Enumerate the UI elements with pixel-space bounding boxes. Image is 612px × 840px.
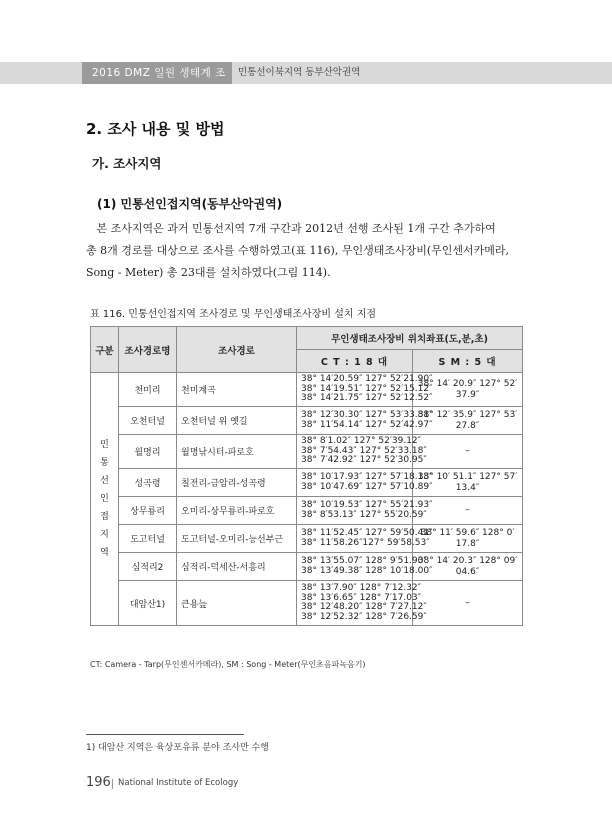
table-row (91, 435, 523, 469)
ct-coordinate: 38° 13′49.38″ 128° 10′18.00″ (301, 565, 433, 576)
table-row (91, 407, 523, 435)
sm-coordinate-cell: – (413, 435, 523, 469)
footnote-divider (86, 734, 244, 735)
site-name-cell: 성곡령 (119, 469, 177, 497)
sm-coordinate-cell: 38° 12′ 35.9″ 127° 53′ 27.8″ (413, 407, 523, 435)
site-name-cell: 도고터널 (119, 525, 177, 553)
ct-coordinate: 38° 10′17.93″ 127° 57′18.13″ (301, 472, 433, 482)
ct-coordinate: 38° 11′58.26″127° 59′58.53″ (301, 537, 430, 548)
header-coordinates: 무인생태조사장비 위치좌표(도,분,초) (297, 327, 523, 350)
body-paragraph (86, 218, 526, 284)
region-cell (91, 373, 119, 626)
region-char: 접 (100, 512, 109, 522)
ct-coordinate: 38° 14′20.59″ 127° 52′21.90″ (301, 374, 433, 385)
sm-coordinate-cell: – (413, 581, 523, 626)
site-name-cell: 오천터널 (119, 407, 177, 435)
paragraph-line: Song - Meter) 총 23대를 설치하였다(그림 114). (86, 266, 331, 279)
sub-subsection-heading: (1) 민통선인접지역(동부산악권역) (97, 197, 283, 211)
ct-coordinate: 38° 7′54.43″ 127° 52′33.18″ (301, 445, 427, 456)
site-name-cell: 월명리 (119, 435, 177, 469)
table-row (91, 373, 523, 407)
ct-coordinates-cell (297, 525, 433, 553)
page-number: 196 (86, 775, 111, 790)
ct-coordinates-cell (297, 497, 433, 525)
paragraph-line: 총 8개 경로를 대상으로 조사를 수행하였고(표 116), 무인생태조사장비(무인센서카메라, (86, 244, 509, 257)
sm-coordinate-cell: 38° 11′ 59.6″ 128° 0′ 17.8″ (413, 525, 523, 553)
ct-coordinate: 38° 8′1.02″ 127° 52′39.12″ (301, 436, 422, 447)
sm-coordinate-cell: 38° 10′ 51.1″ 127° 57′ 13.4″ (413, 469, 523, 497)
ct-coordinate: 38° 10′19.53″ 127° 55′21.93″ (301, 500, 433, 510)
header-report-title: 2016 DMZ 일원 생태계 조사 (82, 62, 232, 84)
subsection-heading: 가. 조사지역 (92, 156, 162, 171)
ct-coordinate: 38° 13′7.90″ 128° 7′12.32″ (301, 583, 422, 593)
survey-route-table (90, 326, 523, 626)
site-name-cell: 상무룡리 (119, 497, 177, 525)
ct-coordinates-cell (297, 407, 433, 435)
ct-coordinate: 38° 14′21.75″ 127° 52′12.52″ (301, 393, 433, 404)
region-char: 인 (100, 494, 109, 504)
ct-coordinate: 38° 12′52.32″ 128° 7′26.59″ (301, 611, 427, 622)
ct-coordinate: 38° 10′47.69″ 127° 57′10.89″ (301, 481, 433, 492)
sm-coordinate-cell: 38° 14′ 20.9″ 127° 52′ 37.9″ (413, 373, 523, 407)
ct-coordinates-cell (297, 373, 433, 407)
region-char: 민 (100, 440, 109, 450)
header-division: 구분 (91, 327, 119, 373)
ct-coordinate: 38° 13′6.65″ 128° 7′17.03″ (301, 592, 422, 603)
publisher-name: National Institute of Ecology (118, 778, 239, 788)
ct-coordinate: 38° 7′42.92″ 127° 52′30.95″ (301, 455, 427, 466)
ct-coordinates-cell (297, 435, 427, 469)
ct-coordinate: 38° 11′54.14″ 127° 52′42.97″ (301, 419, 433, 430)
ct-coordinate: 38° 13′55.07″ 128° 9′51.90″ (301, 556, 427, 566)
route-cell: 도고터널-오미리-능선부근 (177, 525, 297, 553)
section-heading: 2. 조사 내용 및 방법 (86, 120, 225, 138)
table-row (91, 553, 523, 581)
ct-coordinates-cell (297, 581, 427, 626)
header-site-name: 조사경로명 (119, 327, 177, 373)
ct-coordinate: 38° 12′48.20″ 128° 7′27.12″ (301, 602, 427, 612)
table-row (91, 497, 523, 525)
route-cell: 오미리-상무룡리-파로호 (177, 497, 297, 525)
footer-separator (112, 779, 113, 789)
header-sm: S M : 5 대 (413, 350, 523, 373)
footnote: 1) 대암산 지역은 육상포유류 분야 조사만 수행 (86, 743, 269, 753)
header-chapter-title: 민통선이북지역 동부산악권역 (238, 67, 361, 78)
route-cell: 큰용늪 (177, 581, 297, 626)
sm-coordinate-cell: – (413, 497, 523, 525)
region-char: 지 (100, 530, 109, 540)
route-cell: 월명낚시터-파로호 (177, 435, 297, 469)
paragraph-line: 본 조사지역은 과거 민통선지역 7개 구간과 2012년 선행 조사된 1개 구간 추가하여 (86, 222, 496, 235)
table-row (91, 469, 523, 497)
table-row (91, 525, 523, 553)
header-ct: C T : 1 8 대 (297, 350, 413, 373)
site-name-cell: 대암산1) (119, 581, 177, 626)
site-name-cell: 천미리 (119, 373, 177, 407)
region-char: 선 (100, 476, 109, 486)
site-name-cell: 심적리2 (119, 553, 177, 581)
region-char: 통 (100, 458, 109, 468)
ct-coordinate: 38° 14′19.51″ 127° 52′15.12″ (301, 383, 433, 394)
region-char: 역 (100, 548, 109, 558)
table-row (91, 581, 523, 626)
header-route: 조사경로 (177, 327, 297, 373)
table-caption: 표 116. 민통선인접지역 조사경로 및 무인생태조사장비 설치 지점 (90, 309, 377, 320)
route-cell: 심적리-덕세산-서흥리 (177, 553, 297, 581)
route-cell: 천미계곡 (177, 373, 297, 407)
route-cell: 칠전리-금암리-성곡령 (177, 469, 297, 497)
ct-coordinate: 38° 8′53.13″ 127° 55′20.59″ (301, 509, 427, 520)
ct-coordinates-cell (297, 469, 433, 497)
sm-coordinate-cell: 38° 14′ 20.3″ 128° 09′ 04.6″ (413, 553, 523, 581)
ct-coordinates-cell (297, 553, 433, 581)
ct-coordinate: 38° 11′52.45″ 127° 59′50.41″ (301, 528, 433, 538)
ct-coordinate: 38° 12′30.30″ 127° 53′33.81″ (301, 410, 433, 420)
route-cell: 오천터널 위 옛길 (177, 407, 297, 435)
table-note: CT: Camera - Tarp(무인센서카메라), SM : Song - Meter(무인초음파녹음기) (90, 660, 366, 669)
